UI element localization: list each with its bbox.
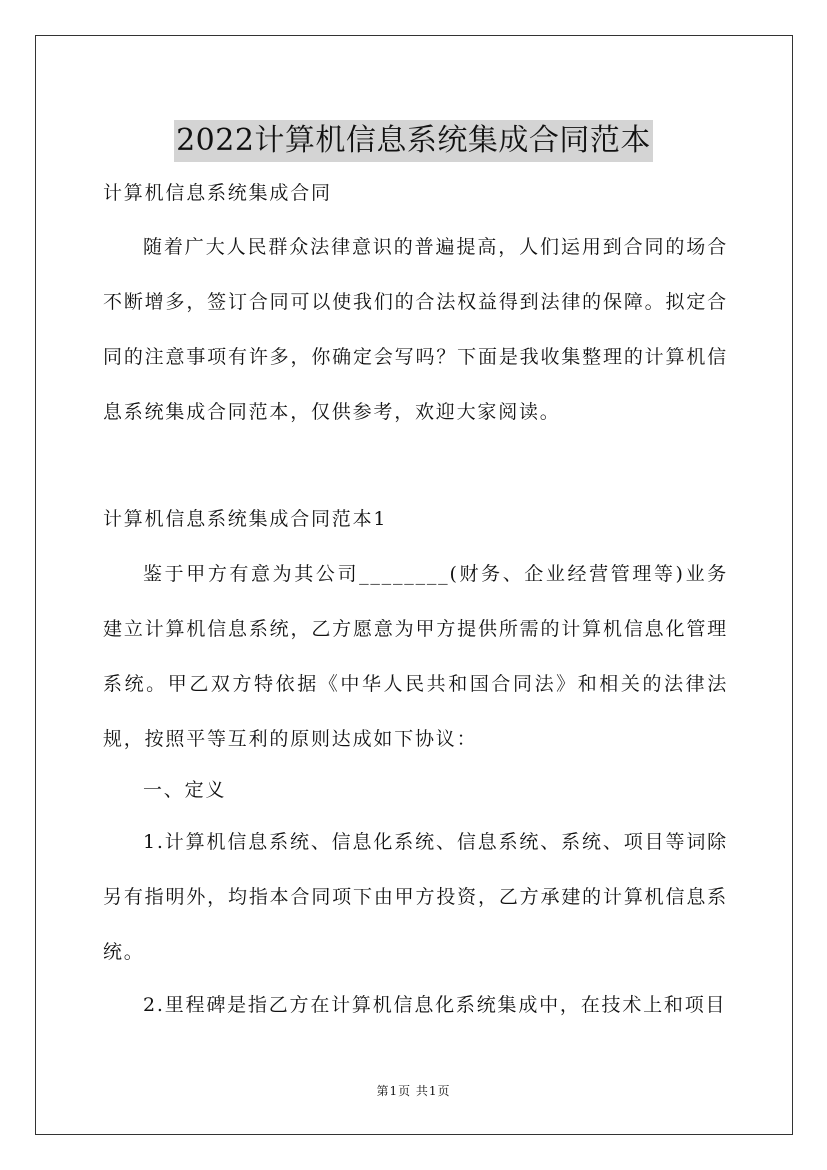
definition-heading: 一、定义 [143, 779, 227, 801]
intro-paragraph: 随着广大人民群众法律意识的普遍提高，人们运用到合同的场合不断增多，签订合同可以使我们的合法权益得到法律的保障。拟定合同的注意事项有许多，你确定会写吗？下面是我收集整理的计算机信息系统集成合同范本，仅供参考，欢迎大家阅读。 [103, 236, 728, 423]
clause-paragraph: 鉴于甲方有意为其公司________(财务、企业经营管理等)业务建立计算机信息系统，乙方愿意为甲方提供所需的计算机信息化管理系统。甲乙双方特依据《中华人民共和国合同法》和相关的法律法规，按照平等互利的原则达成如下协议： [103, 563, 728, 750]
page-footer: 第1页 共1页 [376, 1084, 451, 1098]
definition-item-2: 2.里程碑是指乙方在计算机信息化系统集成中，在技术上和项目 [143, 994, 727, 1016]
section-heading: 计算机信息系统集成合同范本1 [103, 508, 388, 530]
title-container [0, 100, 827, 182]
document-title: 2022计算机信息系统集成合同范本 [174, 120, 653, 162]
definition-item-1: 1.计算机信息系统、信息化系统、信息系统、系统、项目等词除另有指明外，均指本合同项下由甲方投资，乙方承建的计算机信息系统。 [103, 831, 728, 963]
document-subtitle: 计算机信息系统集成合同 [103, 182, 332, 204]
